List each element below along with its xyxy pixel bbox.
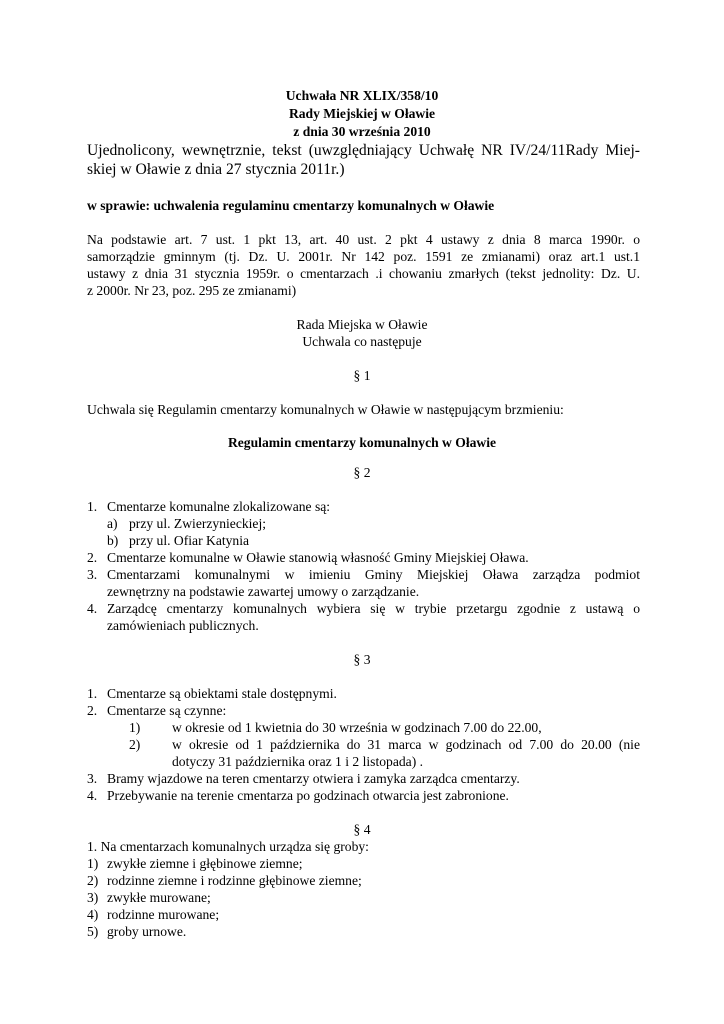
item-text: Bramy wjazdowe na teren cmentarzy otwiera i zamyka zarządca cmentarzy. bbox=[107, 771, 520, 786]
sub-item-text: w okresie od 1 kwietnia do 30 września w godzinach 7.00 do 22.00, bbox=[172, 720, 542, 735]
item-text: groby urnowe. bbox=[107, 924, 187, 939]
sub-item-text: w okresie od 1 października do 31 marca w godzinach od 7.00 do 20.00 (nie bbox=[172, 737, 640, 752]
item-text: Przebywanie na terenie cmentarza po godzinach otwarcia jest zabronione. bbox=[107, 788, 509, 803]
item-number: 2. bbox=[87, 703, 98, 718]
resolution-date: z dnia 30 września 2010 bbox=[293, 124, 431, 139]
item-number: 2) bbox=[87, 873, 99, 888]
item-text: zwykłe ziemne i głębinowe ziemne; bbox=[107, 856, 303, 871]
item-text: rodzinne murowane; bbox=[107, 907, 220, 922]
resolution-subject: w sprawie: uchwalenia regulaminu cmentarzy komunalnych w Oławie bbox=[87, 198, 495, 213]
item-number: 4) bbox=[87, 907, 99, 922]
amendment-note-line1: Ujednolicony, wewnętrznie, tekst (uwzględniający Uchwałę NR IV/24/11Rady Miej- bbox=[87, 142, 640, 159]
legal-basis-line: samorządzie gminnym (tj. Dz. U. 2001r. Nr 142 poz. 1591 ze zmianami) oraz art.1 ust.1 bbox=[87, 249, 640, 264]
section-1-mark: § 1 bbox=[353, 368, 371, 383]
item-number: 3) bbox=[87, 890, 99, 905]
legal-basis-line: ustawy z dnia 31 stycznia 1959r. o cmentarzach .i chowaniu zmarłych (tekst jednolity: Dz. U. bbox=[87, 266, 640, 281]
council-name: Rada Miejska w Oławie bbox=[296, 317, 428, 332]
legal-basis-line: z 2000r. Nr 23, poz. 295 ze zmianami) bbox=[87, 283, 297, 298]
item-text: Cmentarzami komunalnymi w imieniu Gminy Miejskiej Oława zarządza podmiot bbox=[107, 567, 640, 582]
item-text: Cmentarze są czynne: bbox=[107, 703, 227, 718]
item-number: 5) bbox=[87, 924, 99, 939]
item-number: 1. bbox=[87, 499, 98, 514]
item-text: Cmentarze komunalne zlokalizowane są: bbox=[107, 499, 331, 514]
item-number: 4. bbox=[87, 601, 98, 616]
section-4-intro: 1. Na cmentarzach komunalnych urządza się groby: bbox=[87, 839, 369, 854]
item-number: 1. bbox=[87, 686, 98, 701]
sub-item-letter: a) bbox=[107, 516, 118, 531]
legal-basis-line: Na podstawie art. 7 ust. 1 pkt 13, art. 40 ust. 2 pkt 4 ustawy z dnia 8 marca 1990r. o bbox=[87, 232, 640, 247]
sub-item-number: 1) bbox=[129, 720, 141, 735]
item-number: 3. bbox=[87, 567, 98, 582]
item-text: Cmentarze komunalne w Oławie stanowią własność Gminy Miejskiej Oława. bbox=[107, 550, 529, 565]
item-text: Cmentarze są obiektami stale dostępnymi. bbox=[107, 686, 337, 701]
sub-item-number: 2) bbox=[129, 737, 141, 752]
sub-item-letter: b) bbox=[107, 533, 119, 548]
resolution-council: Rady Miejskiej w Oławie bbox=[288, 106, 436, 121]
item-number: 4. bbox=[87, 788, 98, 803]
sub-item-text: przy ul. Ofiar Katynia bbox=[129, 533, 250, 548]
item-number: 1) bbox=[87, 856, 99, 871]
section-4-mark: § 4 bbox=[353, 822, 371, 837]
resolution-title: Uchwała NR XLIX/358/10 bbox=[285, 88, 439, 103]
sub-item-text: przy ul. Zwierzynieckiej; bbox=[129, 516, 267, 531]
sub-item-text: dotyczy 31 października oraz 1 i 2 listopada) . bbox=[172, 754, 424, 769]
item-number: 3. bbox=[87, 771, 98, 786]
resolves-statement: Uchwala co następuje bbox=[302, 334, 422, 349]
section-3-mark: § 3 bbox=[353, 652, 371, 667]
regulation-title: Regulamin cmentarzy komunalnych w Oławie bbox=[227, 435, 497, 450]
section-2-mark: § 2 bbox=[353, 465, 371, 480]
item-number: 2. bbox=[87, 550, 98, 565]
item-text: Zarządcę cmentarzy komunalnych wybiera się w trybie przetargu zgodnie z ustawą o bbox=[107, 601, 640, 616]
item-text: rodzinne ziemne i rodzinne głębinowe ziemne; bbox=[107, 873, 362, 888]
item-text: zewnętrzny na podstawie zawartej umowy o zarządzanie. bbox=[107, 584, 420, 599]
item-text: zwykłe murowane; bbox=[107, 890, 211, 905]
amendment-note-line2: skiej w Oławie z dnia 27 stycznia 2011r.) bbox=[87, 161, 345, 178]
section-1-text: Uchwala się Regulamin cmentarzy komunalnych w Oławie w następującym brzmieniu: bbox=[87, 402, 564, 417]
item-text: zamówieniach publicznych. bbox=[107, 618, 259, 633]
